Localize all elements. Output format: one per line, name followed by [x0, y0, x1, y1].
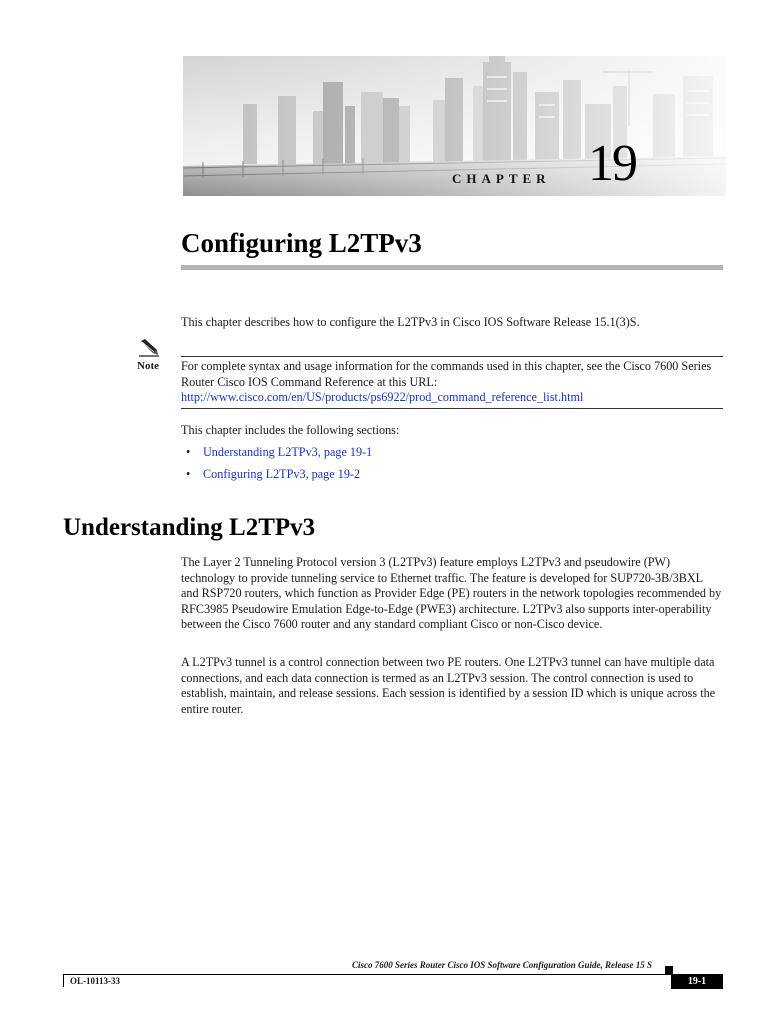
note-text — [181, 359, 723, 406]
footer-marker — [665, 966, 673, 974]
list-item — [181, 467, 372, 489]
list-item — [181, 445, 372, 467]
title-underline-rule — [181, 265, 723, 270]
section-link-understanding[interactable]: Understanding L2TPv3, page 19-1 — [203, 445, 373, 459]
footer-rule — [63, 974, 723, 975]
note-bottom-rule — [181, 408, 723, 409]
section-heading: Understanding L2TPv3 — [63, 514, 316, 541]
command-reference-link[interactable]: http://www.cisco.com/en/US/products/ps6922/prod_command_reference_list.html — [181, 390, 584, 405]
note-top-rule — [181, 356, 723, 357]
intro-paragraph: This chapter describes how to configure the L2TPv3 in Cisco IOS Software Release 15.1(3)S. — [181, 315, 640, 329]
bullet-icon: • — [186, 445, 191, 459]
note-label: Note — [137, 360, 159, 372]
body-paragraph: A L2TPv3 tunnel is a control connection between two PE routers. One L2TPv3 tunnel can have multiple data connections, and each data connection is termed as an L2TPv3 session. The control connection is used to establish, maintain, and release sessions. Each session is identified by a session ID which is unique across the entire router. — [181, 655, 716, 716]
chapter-number: 19 — [588, 135, 636, 192]
footer-tick — [63, 974, 64, 987]
pencil-icon — [137, 338, 161, 358]
page-title: Configuring L2TPv3 — [181, 228, 422, 258]
footer-page-number: 19-1 — [671, 974, 723, 989]
sections-intro: This chapter includes the following sections: — [181, 423, 400, 437]
chapter-label: CHAPTER — [452, 171, 551, 186]
note-body: For complete syntax and usage information for the commands used in this chapter, see the Cisco 7600 Series Router Cisco IOS Command Reference at this URL: — [181, 359, 712, 389]
section-list — [181, 445, 372, 489]
footer-doc-number: OL-10113-33 — [70, 976, 121, 986]
footer-guide-title: Cisco 7600 Series Router Cisco IOS Software Configuration Guide, Release 15 S — [351, 960, 652, 970]
body-paragraph: The Layer 2 Tunneling Protocol version 3 (L2TPv3) feature employs L2TPv3 and pseudowire (PW) technology to provide tunneling service to Ethernet traffic. The feature is developed for SUP720-3B/3BXL and RSP720 routers, which function as Provider Edge (PE) routers in the network topologies recommended by RFC3985 Pseudowire Emulation Edge-to-Edge (PWE3) architecture. L2TPv3 also supports inter-operability between the Cisco 7600 router and any standard compliant Cisco or non-Cisco device. — [181, 555, 722, 632]
section-link-configuring[interactable]: Configuring L2TPv3, page 19-2 — [203, 467, 361, 481]
bullet-icon: • — [186, 467, 191, 481]
